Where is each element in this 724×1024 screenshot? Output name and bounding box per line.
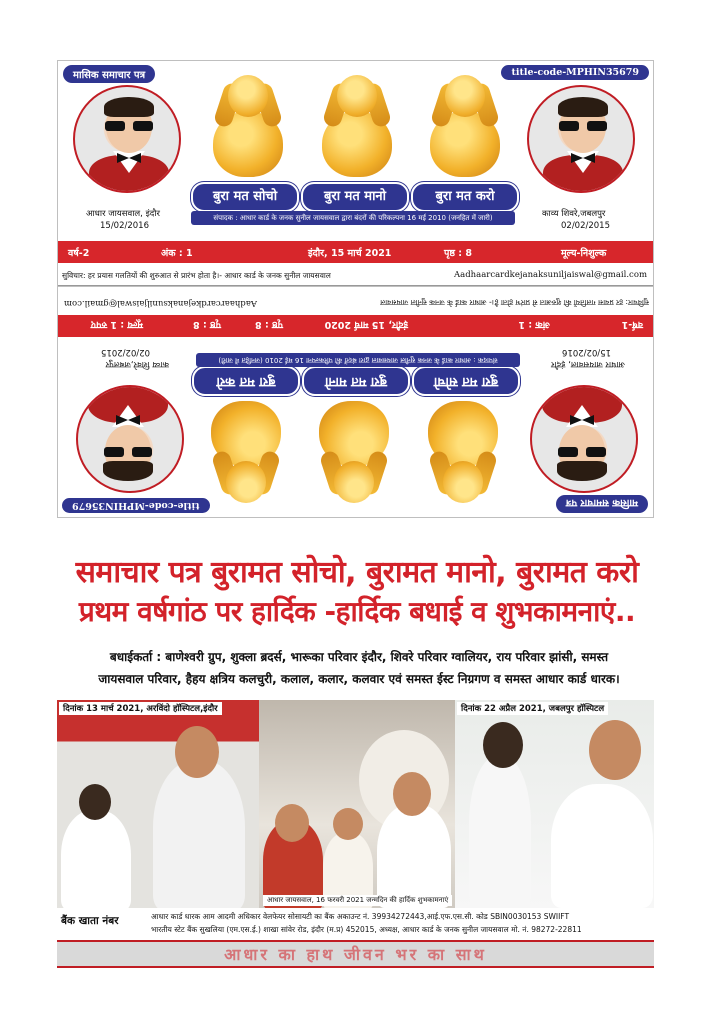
headline-line-1: समाचार पत्र बुरामत सोचो, बुरामत मानो, बुरामत करो bbox=[75, 555, 639, 590]
mirrored-left-child-photo bbox=[530, 385, 638, 493]
motto-feel-no-evil: बुरा मत मानो bbox=[301, 182, 409, 212]
birthday-photo bbox=[259, 700, 455, 908]
bank-account-line: आधार कार्ड धारक आम आदमी अधिकार वेलफेयर सोसायटी का बैंक अकाउन्ट नं. 39934272443,आई.एफ.एस.सी. कोड SBIN0030153 SWIIFT bbox=[151, 912, 570, 921]
wishes-line-2: जायसवाल परिवार, हैहय क्षत्रिय कलचुरी, कलाल, कलार, कलवार एवं समस्त ईस्ट निग्रगण व समस्त आधार कार्ड धारक। bbox=[98, 672, 620, 686]
issue-number: अंक : 1 bbox=[161, 248, 193, 259]
thought-of-day: सुविचार: हर प्रयास गलतियों की शुरुआत से प्रारंभ होता है।- आधार कार्ड के जनक सुनील जायसवाल bbox=[62, 271, 331, 280]
right-child-date: 02/02/2015 bbox=[561, 221, 610, 231]
wishes-block bbox=[64, 646, 654, 690]
right-child-photo bbox=[527, 85, 635, 193]
mirrored-right-child-name: काव्य शिवरे,जबलपुर bbox=[105, 359, 169, 369]
monkey-speak-no-evil-icon bbox=[422, 69, 508, 177]
monthly-label: मासिक समाचार पत्र bbox=[63, 65, 155, 83]
issue-pages: पृष्ठ : 8 bbox=[444, 248, 473, 259]
mirrored-monkey-icon bbox=[311, 401, 397, 509]
mirrored-masthead bbox=[57, 286, 654, 526]
monkey-see-no-evil-icon bbox=[205, 69, 291, 177]
mirrored-issue-price: मूल्य : 1 रुपए bbox=[90, 319, 143, 330]
vaccination-photo-jabalpur bbox=[455, 700, 654, 908]
mirrored-issue-pages: पृष्ठ : 8 bbox=[254, 319, 283, 330]
mirrored-monkey-icon bbox=[203, 401, 289, 509]
mirrored-thought-of-day: सुविचार: हर प्रयास गलतियों की शुरुआत से प्रारंभ होता है।- आधार कार्ड के जनक सुनील जायसवाल bbox=[380, 298, 649, 307]
editor-line: संपादक : आधार कार्ड के जनक सुनील जायसवाल द्वारा बंदरों की परिकल्पना 16 मई 2010 (जनहित में जारी) bbox=[191, 211, 515, 225]
mirrored-left-child-name: आधार जायसवाल, इंदौर bbox=[551, 359, 625, 369]
title-code: title-code-MPHIN35679 bbox=[501, 65, 649, 80]
photo-strip bbox=[57, 700, 654, 908]
mirrored-editor-line: संपादक : आधार कार्ड के जनक सुनील जायसवाल द्वारा बंदरों की परिकल्पना 16 मई 2010 (जनहित में जारी) bbox=[196, 353, 520, 367]
mirrored-monthly-label: मासिक समाचार पत्र bbox=[556, 495, 648, 513]
issue-price: मूल्य-निशुल्क bbox=[561, 248, 607, 259]
masthead bbox=[57, 60, 654, 286]
birthday-caption: आधार जायसवाल, 16 फरवरी 2021 जन्मदिन की हार्दिक शुभकामनाएं bbox=[263, 895, 452, 906]
mirrored-issue-info-bar bbox=[58, 315, 653, 337]
mirrored-right-child-date: 02/02/2015 bbox=[101, 347, 150, 357]
mirrored-motto: बुरा मत करो bbox=[192, 366, 300, 396]
mirrored-motto: बुरा मत सोचो bbox=[412, 366, 520, 396]
mirrored-right-child-photo bbox=[76, 385, 184, 493]
quote-line bbox=[58, 269, 653, 283]
mirrored-issue-year: वर्ष-1 bbox=[621, 319, 643, 330]
issue-year: वर्ष-2 bbox=[68, 248, 90, 259]
bank-label: बैंक खाता नंबर bbox=[61, 915, 119, 927]
left-child-name: आधार जायसवाल, इंदौर bbox=[86, 209, 160, 219]
wishes-line-1: बधाईकर्ता : बाणेश्वरी ग्रुप, शुक्ला ब्रदर्स, भारूका परिवार इंदौर, शिवरे परिवार ग्वालियर, राय परिवार झांसी, समस्त bbox=[109, 650, 609, 664]
motto-think-no-evil: बुरा मत सोचो bbox=[191, 182, 299, 212]
monkey-hear-no-evil-icon bbox=[314, 69, 400, 177]
motto-do-no-evil: बुरा मत करो bbox=[411, 182, 519, 212]
bank-info bbox=[57, 910, 654, 938]
mirrored-issue-pages-extra: पृष्ठ : 8 bbox=[192, 319, 221, 330]
mirrored-contact-email: Aadhaarcardkejanaksuniljaiswal@gmail.com bbox=[64, 298, 257, 308]
mirrored-monkey-icon bbox=[420, 401, 506, 509]
mirrored-title-code: title-code-MPHIN35679 bbox=[62, 498, 210, 513]
right-child-name: काव्य शिवरे,जबलपुर bbox=[542, 209, 606, 219]
issue-info-bar bbox=[58, 241, 653, 263]
footer-slogan: आधार का हाथ जीवन भर का साथ bbox=[224, 945, 487, 964]
photo-tag-jabalpur: दिनांक 22 अप्रैल 2021, जबलपुर हॉस्पिटल bbox=[457, 702, 608, 715]
left-child-date: 15/02/2016 bbox=[100, 221, 149, 231]
mirrored-quote-line bbox=[58, 295, 653, 309]
headline-line-2: प्रथम वर्षगांठ पर हार्दिक -हार्दिक बधाई व शुभकामनाएं.. bbox=[78, 595, 636, 628]
vaccination-photo-indore bbox=[57, 700, 259, 908]
photo-tag-indore: दिनांक 13 मार्च 2021, अरविंदो हॉस्पिटल,इंदौर bbox=[59, 702, 222, 715]
mirrored-issue-number: अंक : 1 bbox=[518, 319, 550, 330]
mirrored-motto: बुरा मत मानो bbox=[302, 366, 410, 396]
left-child-photo bbox=[73, 85, 181, 193]
issue-place-date: इंदौर, 15 मार्च 2021 bbox=[308, 248, 392, 259]
mirrored-issue-place-date: इंदौर, 15 मार्च 2020 bbox=[324, 319, 408, 330]
footer-band bbox=[57, 940, 654, 968]
contact-email[interactable]: Aadhaarcardkejanaksuniljaiswal@gmail.com bbox=[454, 270, 647, 280]
bank-branch-line: भारतीय स्टेट बैंक सुखलिया (एम.एस.ई.) शाखा सांवेर रोड, इंदौर (म.प्र) 452015, अध्यक्ष, आधार कार्ड के जनक सुनील जायसवाल मो. नं. 98272-22811 bbox=[151, 925, 582, 934]
mirrored-left-child-date: 15/02/2016 bbox=[562, 347, 611, 357]
